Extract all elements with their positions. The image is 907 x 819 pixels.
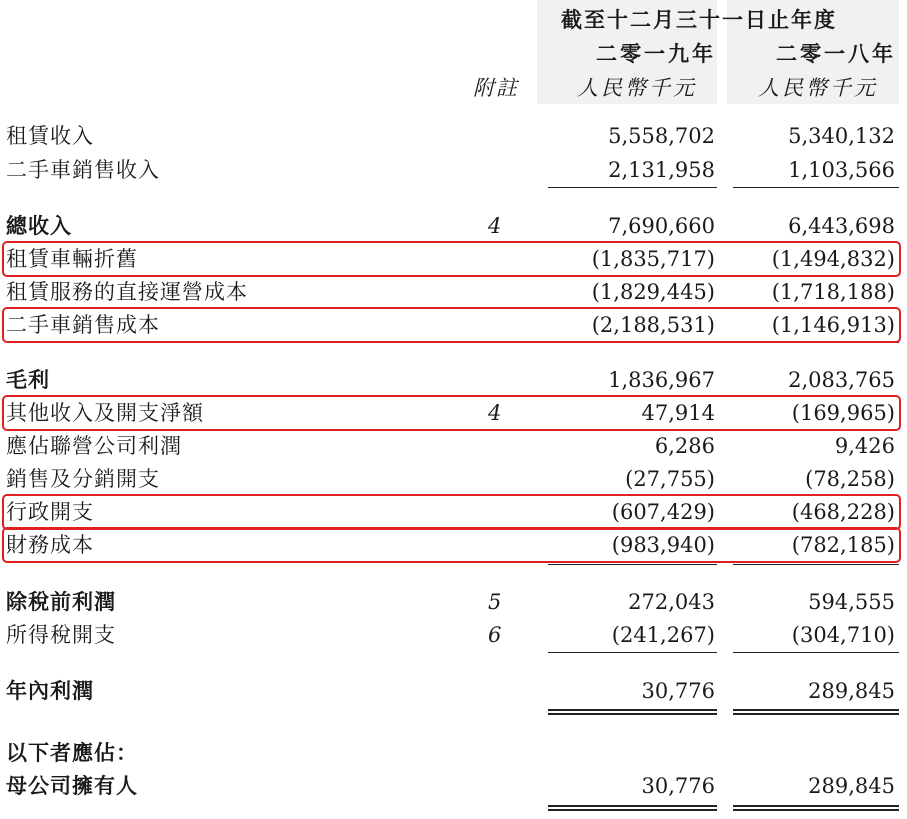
row-value-2019: 6,286 <box>654 434 715 458</box>
row-label: 租賃收入 <box>6 124 94 148</box>
highlight-box-used-car-cost <box>2 307 901 343</box>
row-label: 總收入 <box>6 214 72 238</box>
table-row-rental-income <box>0 121 907 151</box>
row-note: 4 <box>488 401 502 425</box>
row-value-2018: 289,845 <box>808 774 895 798</box>
subtotal-rule-2019 <box>548 187 717 188</box>
period-header: 截至十二月三十一日止年度 <box>561 8 837 32</box>
row-value-2018: (304,710) <box>791 623 895 647</box>
row-value-2019: 2,131,958 <box>608 158 715 182</box>
subtotal-rule-2018 <box>733 652 899 653</box>
row-value-2019: (241,267) <box>611 623 715 647</box>
row-label: 財務成本 <box>6 533 94 557</box>
table-row-share-of-associates-profit <box>0 431 907 461</box>
row-value-2019: 47,914 <box>641 401 715 425</box>
row-label: 二手車銷售成本 <box>6 313 160 337</box>
currency-2019-header: 人民幣千元 <box>577 76 697 100</box>
highlight-box-finance-costs <box>2 527 901 563</box>
row-value-2019: (27,755) <box>625 467 715 491</box>
highlight-box-admin-expenses <box>2 494 901 530</box>
row-note: 6 <box>488 623 502 647</box>
row-value-2019: 5,558,702 <box>608 124 715 148</box>
total-double-rule-2019 <box>548 805 717 811</box>
row-label: 銷售及分銷開支 <box>6 467 160 491</box>
row-label: 所得稅開支 <box>6 623 116 647</box>
table-row-profit-before-tax <box>0 587 907 617</box>
row-value-2018: 5,340,132 <box>788 124 895 148</box>
table-row-owners-of-parent <box>0 771 907 801</box>
row-value-2019: 30,776 <box>641 679 715 703</box>
currency-2018-header: 人民幣千元 <box>758 76 878 100</box>
row-note: 4 <box>488 214 502 238</box>
row-value-2019: (983,940) <box>611 533 715 557</box>
table-row-total-revenue <box>0 211 907 241</box>
row-value-2019: (607,429) <box>611 500 715 524</box>
row-value-2019: 1,836,967 <box>608 368 715 392</box>
table-row-profit-for-year <box>0 676 907 706</box>
total-double-rule-2018 <box>733 805 899 811</box>
row-value-2018: (782,185) <box>791 533 895 557</box>
row-label: 租賃服務的直接運營成本 <box>6 280 248 304</box>
row-value-2018: 6,443,698 <box>788 214 895 238</box>
note-column-header: 附註 <box>473 76 519 100</box>
row-label: 除稅前利潤 <box>6 590 116 614</box>
row-label: 其他收入及開支淨額 <box>6 401 204 425</box>
row-value-2018: (1,494,832) <box>771 247 895 271</box>
row-value-2019: 30,776 <box>641 774 715 798</box>
row-value-2018: (78,258) <box>805 467 895 491</box>
row-value-2018: (169,965) <box>791 401 895 425</box>
row-value-2019: (1,829,445) <box>591 280 715 304</box>
row-value-2018: 594,555 <box>808 590 895 614</box>
row-value-2018: (1,718,188) <box>771 280 895 304</box>
year-2019-header: 二零一九年 <box>596 42 716 66</box>
row-value-2018: 2,083,765 <box>788 368 895 392</box>
row-label: 年內利潤 <box>6 679 94 703</box>
row-value-2018: 9,426 <box>834 434 895 458</box>
row-value-2018: 289,845 <box>808 679 895 703</box>
subtotal-rule-2019 <box>548 652 717 653</box>
row-value-2019: (2,188,531) <box>591 313 715 337</box>
row-label: 以下者應佔： <box>6 741 138 765</box>
row-label: 租賃車輛折舊 <box>6 247 138 271</box>
table-row-used-car-sales-income <box>0 155 907 185</box>
row-label: 母公司擁有人 <box>6 774 138 798</box>
row-value-2018: 1,103,566 <box>788 158 895 182</box>
row-value-2019: 7,690,660 <box>608 214 715 238</box>
subtotal-rule-2018 <box>733 187 899 188</box>
highlight-box-other-income <box>2 395 901 431</box>
table-row-selling-distribution-expenses <box>0 464 907 494</box>
total-double-rule-2018 <box>733 709 899 715</box>
subtotal-rule-2019 <box>548 564 717 565</box>
row-note: 5 <box>488 590 502 614</box>
table-row-income-tax-expense <box>0 620 907 650</box>
row-label: 毛利 <box>6 368 50 392</box>
subtotal-rule-2018 <box>733 564 899 565</box>
row-value-2018: (1,146,913) <box>771 313 895 337</box>
row-value-2018: (468,228) <box>791 500 895 524</box>
row-value-2019: (1,835,717) <box>591 247 715 271</box>
table-row-gross-profit <box>0 365 907 395</box>
table-row-direct-operating-costs <box>0 277 907 307</box>
year-2018-header: 二零一八年 <box>776 42 896 66</box>
table-row-attributable-to <box>0 738 907 768</box>
row-value-2019: 272,043 <box>628 590 715 614</box>
highlight-box-depreciation <box>2 241 901 277</box>
total-double-rule-2019 <box>548 709 717 715</box>
row-label: 應佔聯營公司利潤 <box>6 434 182 458</box>
row-label: 二手車銷售收入 <box>6 158 160 182</box>
row-label: 行政開支 <box>6 500 94 524</box>
